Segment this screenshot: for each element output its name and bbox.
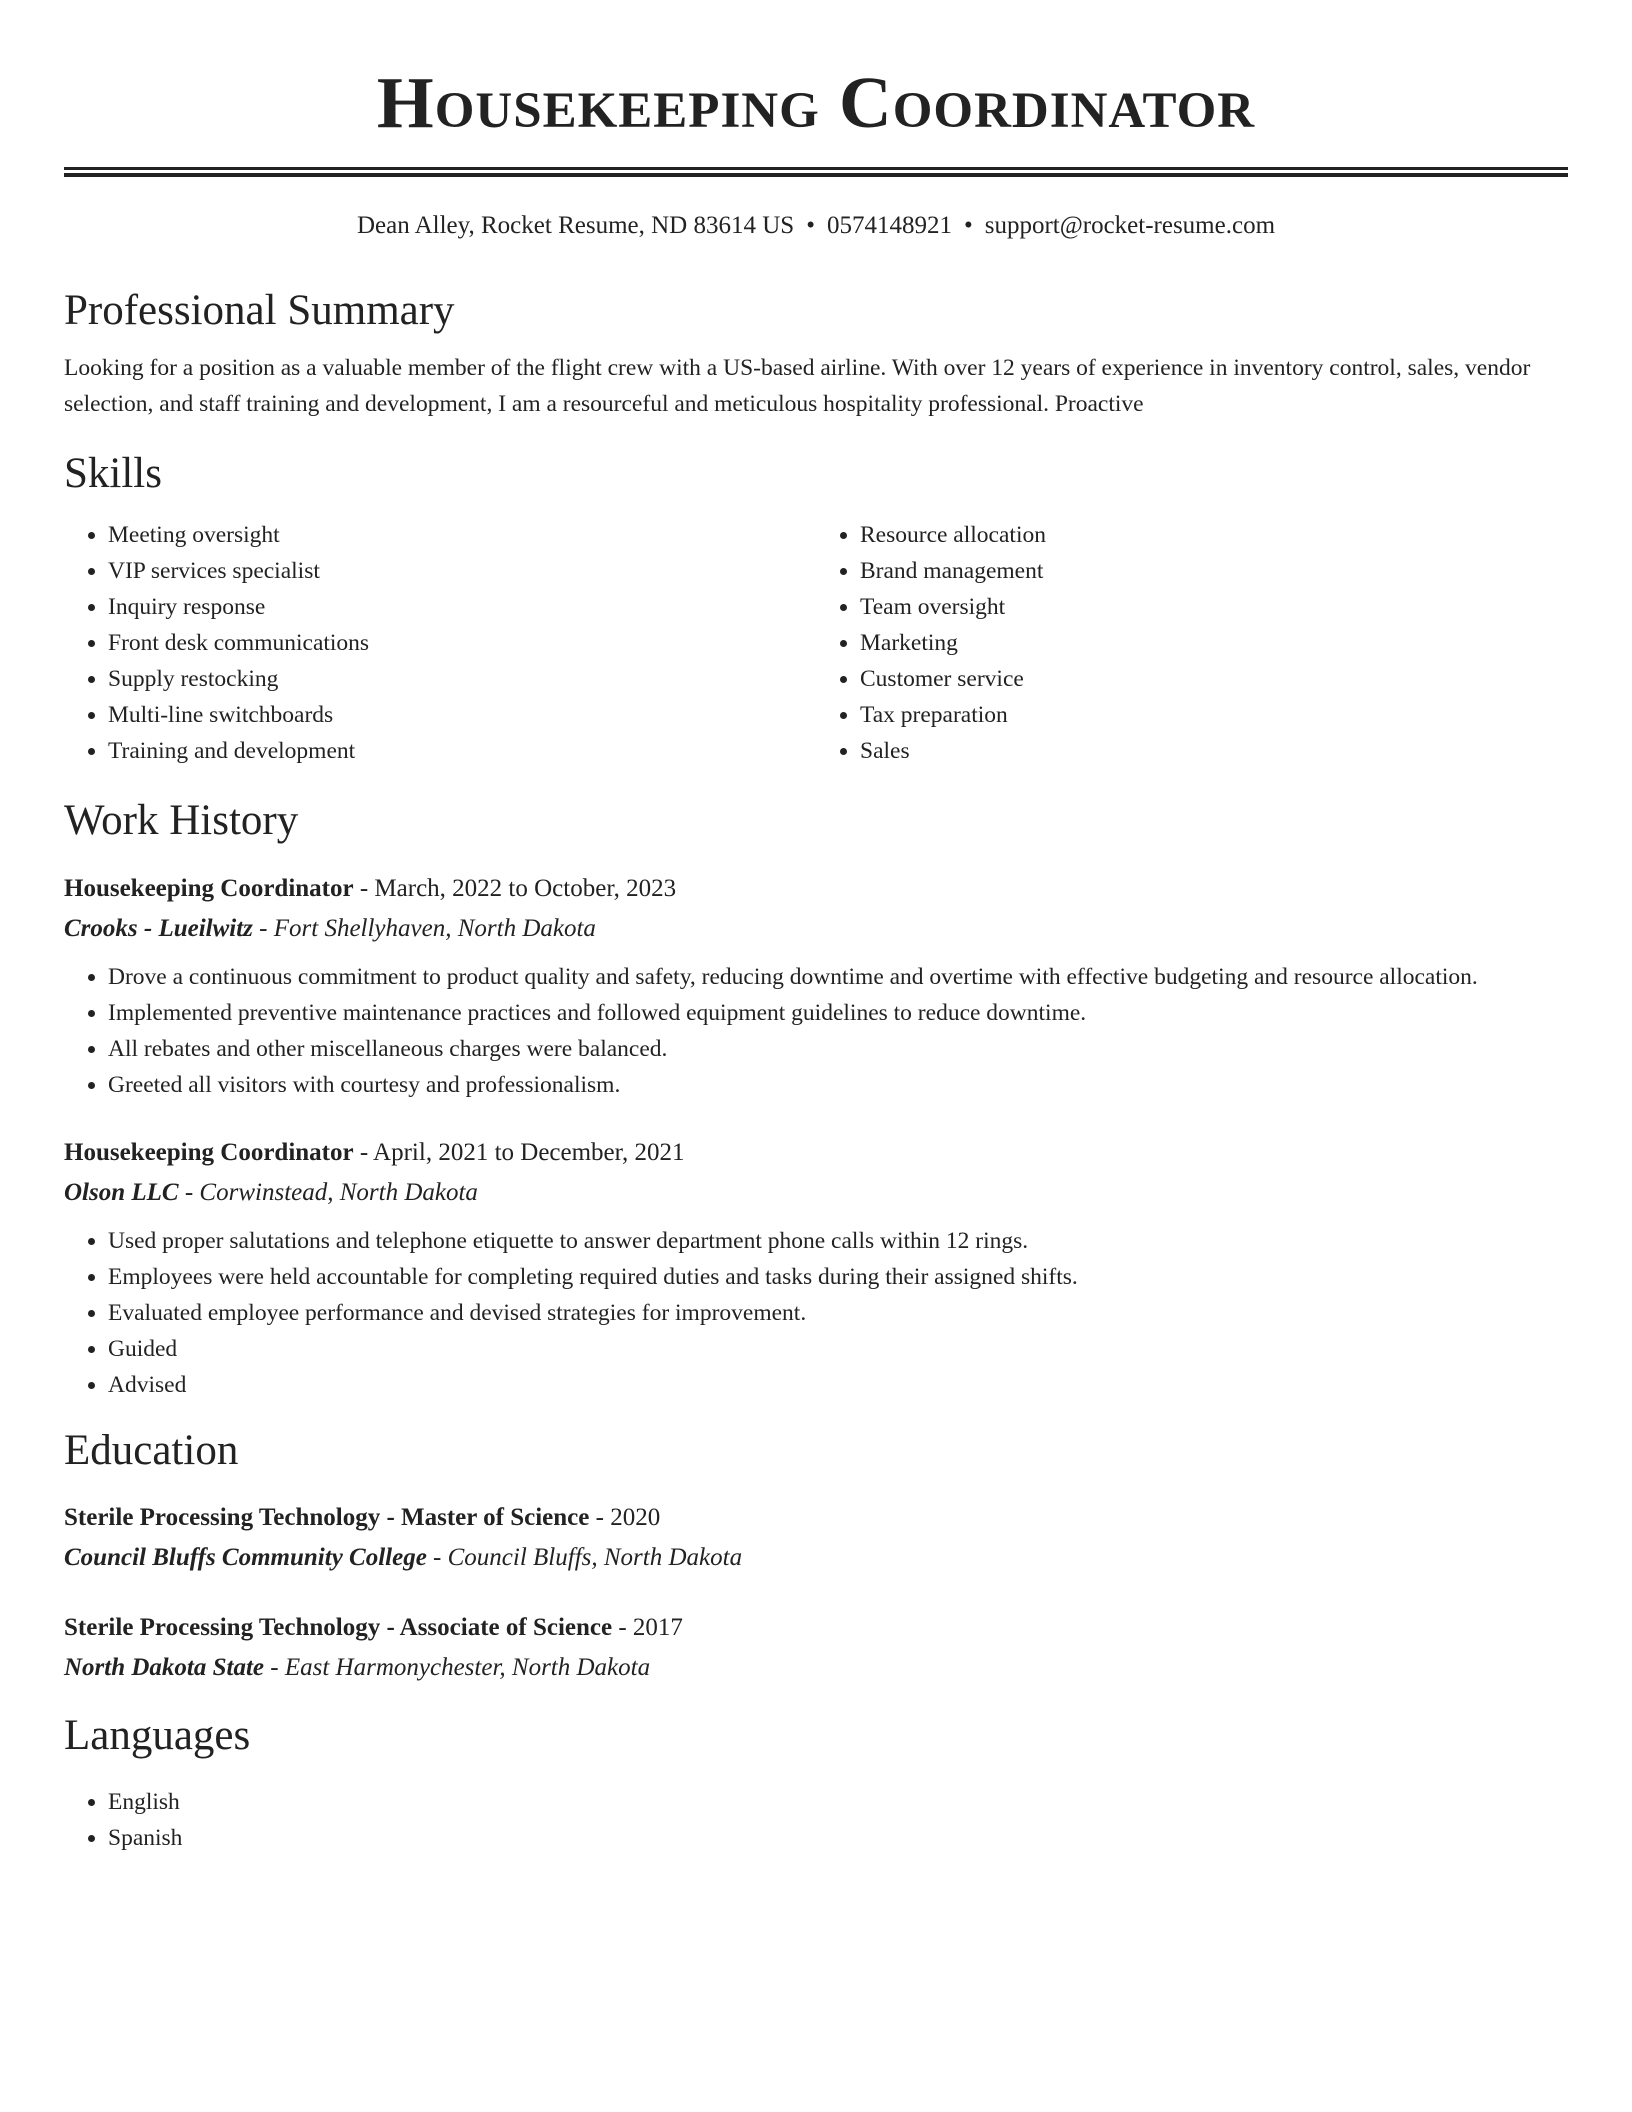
job-duty-item: • Used proper salutations and telephone etiquette to answer department phone calls within 12 rings. [108,1223,1568,1259]
education-heading: Education [64,1426,239,1474]
contact-email: support@rocket-resume.com [984,212,1276,239]
contact-line [64,211,1568,241]
job-duty-item: • All rebates and other miscellaneous charges were balanced. [108,1031,1568,1067]
job-duty-item: • Guided [108,1331,1568,1367]
education-location: - Council Bluffs, North Dakota [426,1544,743,1572]
job-company: Olson LLC [64,1178,179,1206]
work-history-heading: Work History [64,797,299,845]
skill-item: • Tax preparation [860,697,1568,733]
job-duty-item: • Drove a continuous commitment to product quality and safety, reducing downtime and overtime with effective budgeting and resource allocation. [108,959,1568,995]
summary-heading: Professional Summary [64,287,455,334]
skill-item: • Resource allocation [860,517,1568,553]
skill-item: • Front desk communications [108,625,816,661]
summary-text: Looking for a position as a valuable member of the flight crew with a US-based airline. With over 12 years of experience in inventory control, sales, vendor selection, and staff training and development, I am a resourceful and meticulous hospitality professional. Proactive [64,354,1531,417]
skill-item: • Marketing [860,625,1568,661]
skill-item: • Team oversight [860,589,1568,625]
language-item: • English [108,1784,1568,1820]
job-duties [64,1223,1568,1403]
job-dates: - April, 2021 to December, 2021 [353,1138,685,1166]
job-duty-item: • Evaluated employee performance and devised strategies for improvement. [108,1295,1568,1331]
job-duties [64,959,1568,1103]
education-location: - East Harmonychester, North Dakota [264,1654,651,1682]
contact-address: Dean Alley, Rocket Resume, ND 83614 US [356,212,795,239]
skill-item: • Inquiry response [108,589,816,625]
education-year: - 2020 [589,1504,661,1532]
job-duty-item: • Implemented preventive maintenance practices and followed equipment guidelines to reduce downtime. [108,995,1568,1031]
job-location: - Fort Shellyhaven, North Dakota [252,914,596,942]
languages-list [64,1784,1568,1856]
skill-item: • Meeting oversight [108,517,816,553]
candidate-name: Housekeeping Coordinator [376,62,1256,143]
languages-heading: Languages [64,1712,251,1760]
education-school-line [64,1648,1568,1688]
education-degree: Sterile Processing Technology - Master of Science [64,1504,590,1532]
header-divider [64,167,1568,177]
skill-item: • Supply restocking [108,661,816,697]
resume-page [64,0,1568,1856]
contact-separator: • [963,212,973,239]
language-item: • Spanish [108,1820,1568,1856]
job-title-line [64,869,1568,909]
job-role: Housekeeping Coordinator [64,874,354,902]
education-school: North Dakota State [64,1654,265,1682]
job-duty-item: • Greeted all visitors with courtesy and professionalism. [108,1067,1568,1103]
education-school: Council Bluffs Community College [64,1544,427,1572]
skills-heading: Skills [64,449,162,497]
education-school-line [64,1538,1568,1578]
education-degree-line [64,1608,1568,1648]
contact-phone: 0574148921 [826,212,952,239]
job-duty-item: • Employees were held accountable for completing required duties and tasks during their assigned shifts. [108,1259,1568,1295]
skill-item: • Customer service [860,661,1568,697]
job-dates: - March, 2022 to October, 2023 [353,874,677,902]
job-entry [64,869,1568,1103]
skill-item: • Training and development [108,733,816,769]
skill-item: • Multi-line switchboards [108,697,816,733]
job-title-line [64,1133,1568,1173]
education-entry [64,1608,1568,1688]
skills-column-right [816,517,1568,769]
skill-item: • VIP services specialist [108,553,816,589]
education-degree: Sterile Processing Technology - Associate of Science [64,1614,613,1642]
job-company-line [64,909,1568,949]
job-location: - Corwinstead, North Dakota [178,1178,478,1206]
skills-column-left [64,517,816,769]
skill-item: • Sales [860,733,1568,769]
job-company-line [64,1173,1568,1213]
skills-list [64,517,1568,769]
job-duty-item: • Advised [108,1367,1568,1403]
education-entry [64,1498,1568,1578]
job-entry [64,1133,1568,1403]
education-year: - 2017 [612,1614,683,1642]
skill-item: • Brand management [860,553,1568,589]
job-role: Housekeeping Coordinator [64,1138,354,1166]
contact-separator: • [806,212,815,239]
education-degree-line [64,1498,1568,1538]
job-company: Crooks - Lueilwitz [64,914,253,942]
